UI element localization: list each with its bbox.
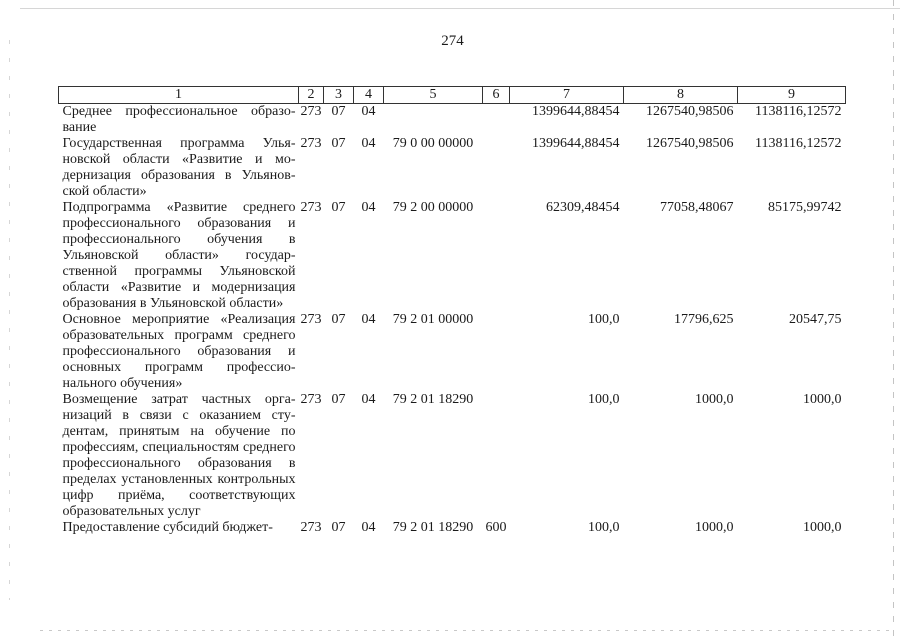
cell-amount-9: 1138116,12572	[755, 136, 842, 151]
cell-subsection: 04	[361, 200, 376, 215]
cell-subsection: 04	[361, 392, 376, 407]
cell-chapter: 273	[300, 200, 322, 215]
cell-target-code: 79 2 01 18290	[392, 392, 474, 407]
cell-amount-7: 100,0	[588, 312, 620, 327]
table-row	[59, 392, 846, 520]
cell-amount-7: 1399644,88454	[532, 104, 620, 119]
cell-amount-7: 62309,48454	[546, 200, 620, 215]
cell-amount-9: 1000,0	[803, 392, 842, 407]
table-row	[59, 312, 846, 392]
scan-bottom-edge	[40, 630, 890, 631]
cell-amount-9: 20547,75	[789, 312, 842, 327]
cell-subsection: 04	[361, 104, 376, 119]
cell-chapter: 273	[300, 392, 322, 407]
cell-chapter: 273	[300, 136, 322, 151]
cell-amount-8: 77058,48067	[660, 200, 734, 215]
table-row	[59, 200, 846, 312]
cell-section: 07	[331, 392, 346, 407]
row-name: Основное мероприятие «Реализация образовательных программ среднего профессионального образования и основных программ профессионального обучения»	[62, 312, 296, 391]
column-header: 6	[483, 87, 510, 104]
cell-subsection: 04	[361, 136, 376, 151]
cell-amount-8: 1000,0	[695, 392, 734, 407]
scan-right-edge	[893, 0, 894, 640]
row-name: Государственная программа Ульяновской области «Развитие и модернизация образования в Ульяновской области»	[62, 136, 296, 199]
column-header: 7	[510, 87, 624, 104]
cell-amount-8: 17796,625	[674, 312, 734, 327]
cell-amount-7: 1399644,88454	[532, 136, 620, 151]
cell-target-code: 79 2 01 18290	[392, 520, 474, 535]
cell-target-code: 79 0 00 00000	[392, 136, 474, 151]
cell-expense-type: 600	[485, 520, 507, 535]
scan-left-edge	[9, 40, 10, 600]
column-header: 3	[324, 87, 354, 104]
column-header: 9	[738, 87, 846, 104]
table-row	[59, 136, 846, 200]
cell-chapter: 273	[300, 312, 322, 327]
cell-expense-type	[483, 104, 510, 137]
page-number: 274	[441, 33, 464, 49]
header-row	[59, 87, 846, 104]
cell-amount-7: 100,0	[588, 520, 620, 535]
cell-section: 07	[331, 104, 346, 119]
table-row	[59, 520, 846, 536]
cell-expense-type	[483, 200, 510, 312]
cell-amount-7: 100,0	[588, 392, 620, 407]
column-header: 4	[354, 87, 384, 104]
cell-amount-9: 1138116,12572	[755, 104, 842, 119]
cell-subsection: 04	[361, 312, 376, 327]
column-header: 1	[59, 87, 299, 104]
column-header: 8	[624, 87, 738, 104]
column-header: 5	[384, 87, 483, 104]
cell-chapter: 273	[300, 104, 322, 119]
row-name: Возмещение затрат частных организаций в связи с оказанием студентам, принятым на обучение по профессиям, специальностям среднего профессионального образования в пределах установленных контрольных цифр приёма, соответствующих образовательных услуг	[62, 392, 296, 519]
cell-section: 07	[331, 520, 346, 535]
cell-chapter: 273	[300, 520, 322, 535]
cell-subsection: 04	[361, 520, 376, 535]
cell-amount-9: 85175,99742	[768, 200, 842, 215]
cell-section: 07	[331, 200, 346, 215]
cell-target-code: 79 2 01 00000	[392, 312, 474, 327]
cell-expense-type	[483, 392, 510, 520]
cell-section: 07	[331, 312, 346, 327]
cell-section: 07	[331, 136, 346, 151]
row-name: Среднее профессиональное образование	[62, 104, 296, 135]
cell-amount-8: 1000,0	[695, 520, 734, 535]
cell-amount-8: 1267540,98506	[646, 104, 734, 119]
row-name: Предоставление субсидий бюджет-	[62, 520, 273, 535]
cell-target-code	[384, 104, 483, 137]
cell-expense-type	[483, 312, 510, 392]
table-row	[59, 104, 846, 137]
cell-target-code: 79 2 00 00000	[392, 200, 474, 215]
budget-table	[58, 86, 846, 536]
scan-top-edge	[20, 8, 900, 9]
row-name: Подпрограмма «Развитие среднего профессионального образования и профессионального обучения в Ульяновской области» государственной программы Ульяновской области «Развитие и модернизация образования в Ульяновской области»	[62, 200, 296, 311]
cell-amount-9: 1000,0	[803, 520, 842, 535]
cell-expense-type	[483, 136, 510, 200]
cell-amount-8: 1267540,98506	[646, 136, 734, 151]
column-header: 2	[299, 87, 324, 104]
